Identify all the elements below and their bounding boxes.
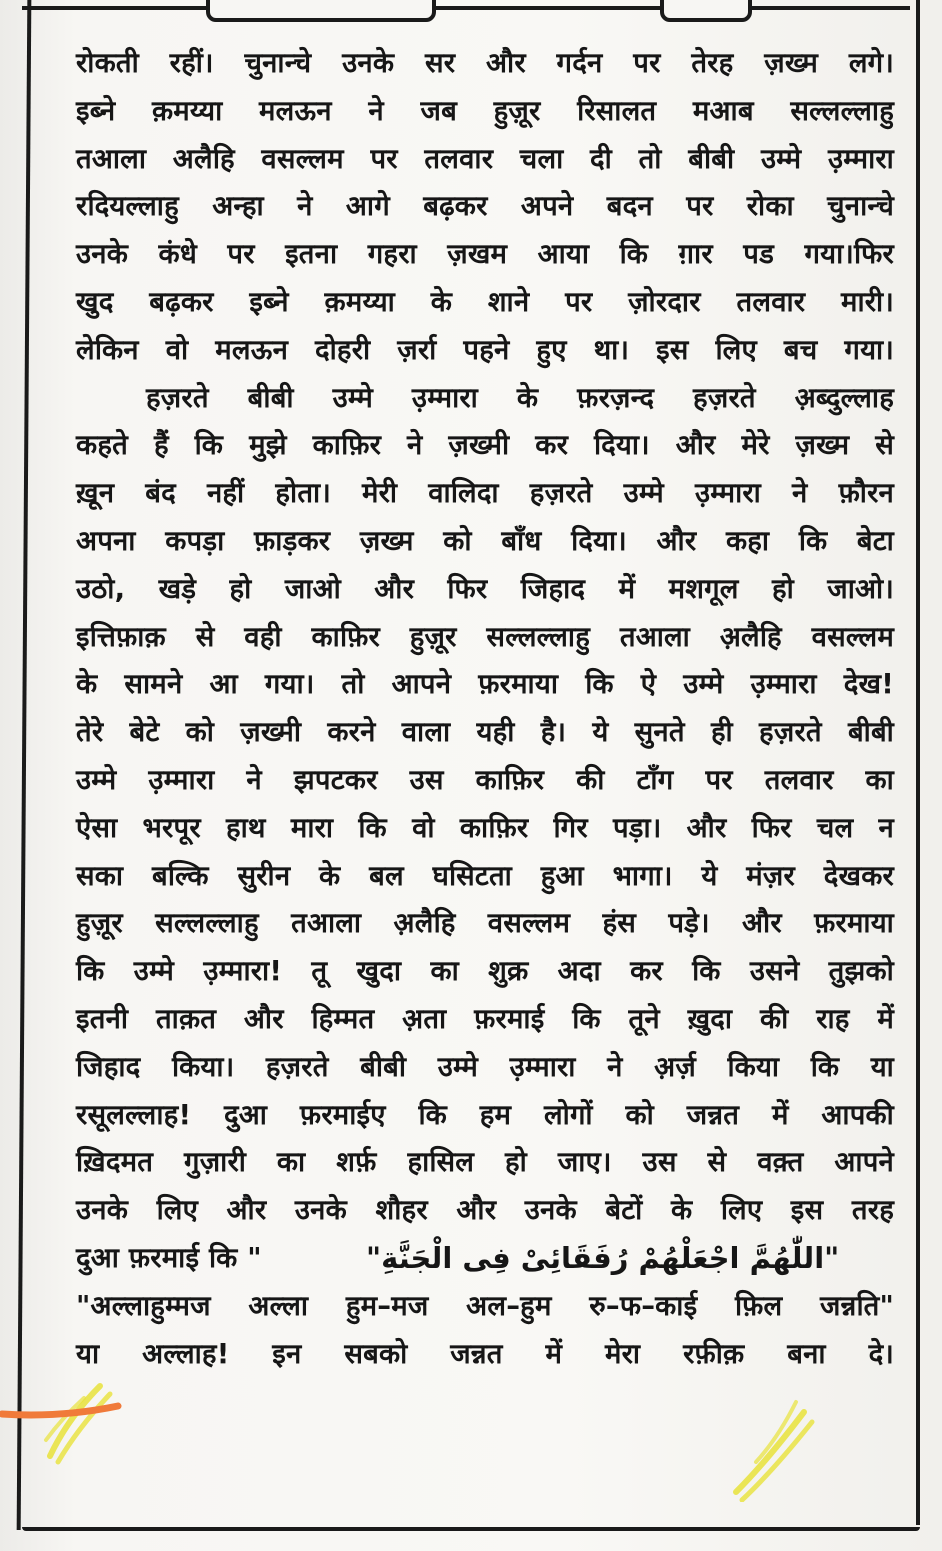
text-line: सका बल्कि सुरीन के बल घसिटता हुआ भागा। ये मंज़र देखकर <box>76 859 894 892</box>
paragraph-start-line: हज़रते बीबी उम्मे उ़म्मारा के फ़रज़न्द हज़रते अ़ब्दुल्लाह <box>146 381 894 414</box>
text-line: तेरे बेटे को ज़ख्मी करने वाला यही है। ये सुनते ही हज़रते बीबी <box>76 716 894 749</box>
translation-line: या अल्लाह! इन सबको जन्नत में मेरा रफ़ीक़ बना दे। <box>76 1337 894 1370</box>
text-line: ऐसा भरपूर हाथ मारा कि वो काफ़िर गिर पड़ा। और फिर चल न <box>76 811 894 844</box>
arabic-dua-text: "اللّٰهُمَّ اجْعَلْهُمْ رُفَقَائِیْ فِی الْجَنَّةِ" <box>366 1240 840 1275</box>
text-line: ख़ून बंद नहीं होता। मेरी वालिदा हज़रते उम्मे उ़म्मारा ने फ़ौरन <box>76 477 894 510</box>
text-line: इत्तिफ़ाक़ से वही काफ़िर हुज़ूर सल्लल्लाहु तआला अ़लैहि वसल्लम <box>76 620 894 653</box>
text-line: के सामने आ गया। तो आपने फ़रमाया कि ऐ उम्मे उ़म्मारा देख! <box>76 668 894 701</box>
header-box-left <box>206 0 436 22</box>
header-box-right <box>660 0 752 22</box>
page-border-left <box>17 0 32 1530</box>
text-line: उम्मे उ़म्मारा ने झपटकर उस काफ़िर की टाँग पर तलवार का <box>76 763 894 796</box>
text-line: कहते हैं कि मुझे काफ़िर ने ज़ख्मी कर दिया। और मेरे ज़ख्म से <box>76 429 894 462</box>
text-line: उनके लिए और उनके शौहर और उनके बेटों के लिए इस तरह <box>76 1194 894 1227</box>
transliteration-line: "अल्लाहुम्मज अल्ला हुम–मज अल–हुम रु–फ–काई फ़िल जन्नति" <box>76 1289 894 1322</box>
text-line: अपना कपड़ा फ़ाड़कर ज़ख्म को बाँध दिया। और कहा कि बेटा <box>76 524 894 557</box>
text-line: खुद बढ़कर इब्ने क़मय्या के शाने पर ज़ोरदार तलवार मारी। <box>76 285 894 318</box>
text-line: लेकिन वो मलऊन दोहरी ज़र्रा पहने हुए था। इस लिए बच गया। <box>76 333 894 366</box>
body-text <box>76 40 894 1378</box>
page-border-right <box>916 0 920 1525</box>
highlighter-mark-left <box>38 1378 128 1468</box>
text-line: इब्ने क़मय्या मलऊन ने जब हुज़ूर रिसालत मआब सल्लल्लाहु <box>76 94 894 127</box>
dua-line <box>76 1235 894 1283</box>
text-line: तआला अलैहि वसल्लम पर तलवार चला दी तो बीबी उम्मे उ़म्मारा <box>76 142 894 175</box>
text-line: ख़िदमत गुज़ारी का शर्फ़ हासिल हो जाए। उस से वक़्त आपने <box>76 1146 894 1179</box>
text-line: रदियल्लाहु अन्हा ने आगे बढ़कर अपने बदन पर रोका चुनान्चे <box>76 190 894 223</box>
text-line: उठो, खड़े हो जाओ और फिर जिहाद में मशगूल हो जाओ। <box>76 572 894 605</box>
text-line: इतनी ताक़त और हिम्मत अ़ता फ़रमाई कि तूने ख़ुदा की राह में <box>76 1002 894 1035</box>
dua-intro-text: दुआ फ़रमाई कि " <box>76 1241 262 1274</box>
text-line: रोकती रहीं। चुनान्चे उनके सर और गर्दन पर तेरह ज़ख्म लगे। <box>76 47 894 79</box>
text-line: हुज़ूर सल्लल्लाहु तआला अ़लैहि वसल्लम हंस पड़े। और फ़रमाया <box>76 907 894 940</box>
page-border-top <box>22 0 910 10</box>
text-line: उनके कंधे पर इतना गहरा ज़खम आया कि ग़ार पड गया।फिर <box>76 238 894 271</box>
text-line: रसूलल्लाह! दुआ फ़रमाईए कि हम लोगों को जन्नत में आपकी <box>76 1098 894 1131</box>
page-border-bottom <box>22 1527 920 1531</box>
highlighter-mark-right <box>726 1392 816 1502</box>
text-line: कि उम्मे उ़म्मारा! तू खुदा का शुक्र अदा कर कि उसने तुझको <box>76 955 894 988</box>
text-line: जिहाद किया। हज़रते बीबी उम्मे उ़म्मारा ने अ़र्ज़ किया कि या <box>76 1050 894 1083</box>
